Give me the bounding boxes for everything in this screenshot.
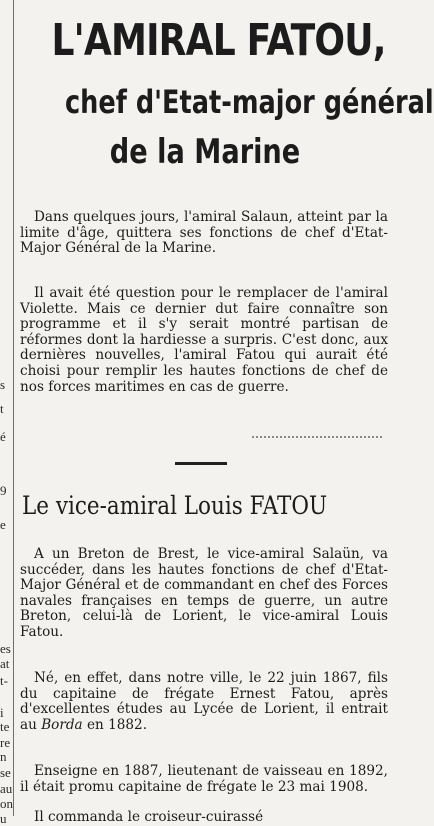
fragment-text: n (0, 749, 7, 764)
fragment-text: é (0, 429, 6, 444)
body-paragraph-3 (20, 764, 388, 795)
fragment-text: s (0, 377, 6, 392)
body-paragraph-4-text: Il commanda le croiseur-cuirassé (34, 809, 264, 825)
body-paragraph-2 (20, 671, 388, 733)
fragment-text: i (0, 705, 4, 720)
fragment-text: e (0, 517, 6, 532)
fragment-text: t (0, 401, 4, 416)
body-paragraph-2-end: en 1882. (82, 716, 148, 733)
headline-line-2: chef d'Etat-major général (65, 83, 434, 121)
fragment-text: on (0, 796, 13, 811)
ship-name-borda: Borda (41, 716, 83, 733)
fragment-text: t- (0, 673, 8, 688)
fragment-text: 9 (0, 483, 7, 498)
fragment-text: te (0, 719, 10, 734)
section-separator (175, 462, 227, 465)
column-rule (13, 0, 14, 816)
body-paragraph-1 (20, 547, 388, 641)
fragment-text: es (0, 641, 11, 656)
body-paragraph-3-text: Enseigne en 1887, lieutenant de vaisseau en 1892, il était promu capitaine de frégate le 23 mai 1908. (20, 763, 388, 795)
intro-paragraph-2 (20, 286, 388, 395)
headline-line-1: L'AMIRAL FATOU, (51, 15, 386, 66)
adjacent-column-fragment (0, 0, 14, 826)
intro-paragraph-1 (20, 210, 388, 257)
fragment-text: u (0, 811, 7, 826)
body-paragraph-4 (20, 810, 388, 826)
fragment-text: au (0, 781, 13, 796)
article-subheading: Le vice-amiral Louis FATOU (22, 491, 328, 520)
fragment-text: at (0, 656, 10, 671)
fragment-text: re (0, 735, 11, 750)
dotted-rule (252, 434, 382, 438)
body-paragraph-1-text: A un Breton de Brest, le vice-amiral Salaün, va succéder, dans les hautes fonctions de chef d'Etat-Major Général et de commandant en chef des Forces navales françaises en temps de guerre, un autre Breton, celui-là de Lorient, le vice-amiral Louis Fatou. (20, 546, 388, 640)
intro-paragraph-2-text: Il avait été question pour le remplacer de l'amiral Violette. Mais ce dernier dut faire connaître son programme et il s'y serait montré partisan de réformes dont la hardiesse a surpris. C'est donc, aux dernières nouvelles, l'amiral Fatou qui aurait été choisi pour remplir les hautes fonctions de chef de nos forces maritimes en cas de guerre. (20, 285, 388, 395)
intro-paragraph-1-text: Dans quelques jours, l'amiral Salaun, atteint par la limite d'âge, quittera ses fonctions de chef d'Etat-Major Général de la Marine. (20, 209, 388, 257)
headline-line-3: de la Marine (109, 132, 301, 172)
fragment-text: se (0, 765, 11, 780)
body-paragraph-2-text: Né, en effet, dans notre ville, le 22 juin 1867, fils du capitaine de frégate Ernest Fatou, après d'excellentes études au Lycée de Lorient, il entrait au (20, 670, 388, 733)
